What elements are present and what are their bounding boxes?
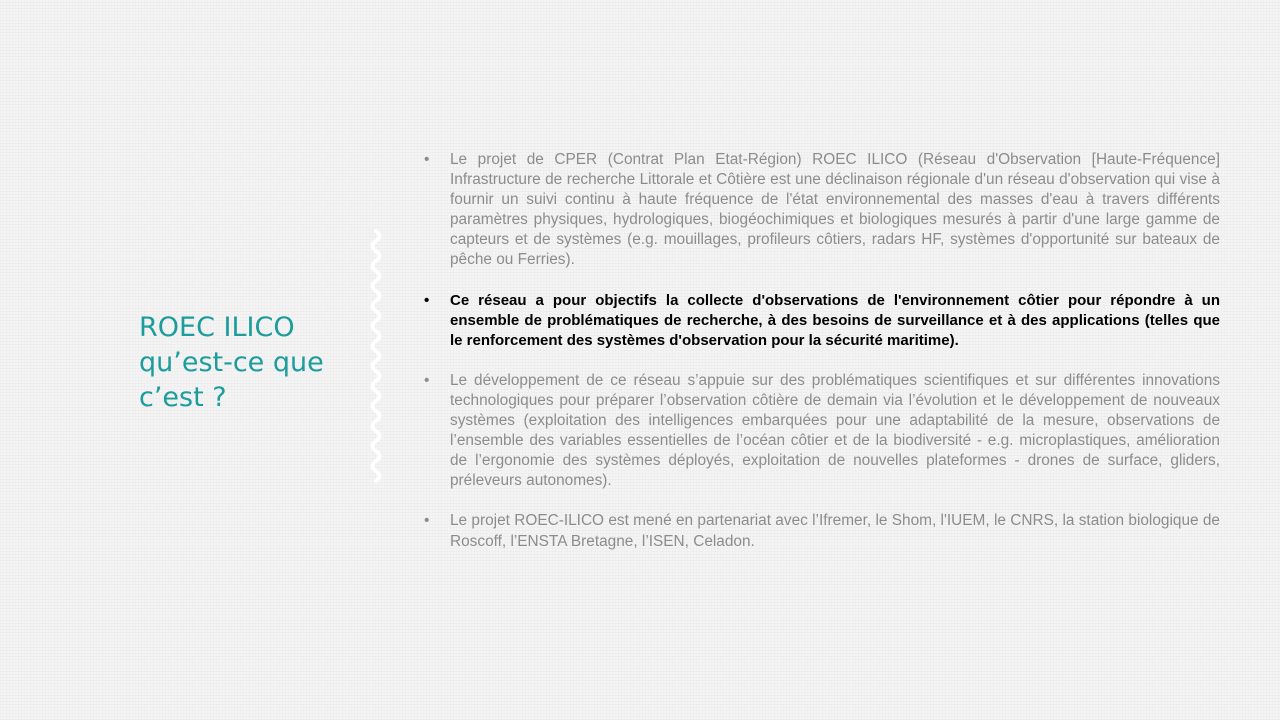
bullet-list bbox=[424, 150, 1220, 572]
slide-title-line-3: c’est ? bbox=[139, 382, 227, 413]
slide-title-line-1: ROEC ILICO bbox=[139, 312, 295, 343]
slide-title-line-2: qu’est-ce que bbox=[139, 347, 324, 378]
bullet-item-partners bbox=[424, 511, 1220, 551]
bullet-dot: • bbox=[424, 371, 430, 389]
bullet-text: Ce réseau a pour objectifs la collecte d'observations de l'environnement côtier pour répondre à un ensemble de problématiques de recherche, à des besoins de surveillance et à des applications (telles que le renforcement des systèmes d'observation pour la sécurité maritime). bbox=[450, 291, 1220, 349]
wavy-divider bbox=[366, 228, 386, 486]
bullet-item-objectives bbox=[424, 291, 1220, 351]
bullet-text: Le projet ROEC-ILICO est mené en partenariat avec l’Ifremer, le Shom, l'IUEM, le CNRS, la station biologique de Roscoff, l’ENSTA Bretagne, l’ISEN, Celadon. bbox=[450, 512, 1220, 550]
bullet-item-project bbox=[424, 150, 1220, 271]
bullet-dot: • bbox=[424, 151, 430, 168]
bullet-dot: • bbox=[424, 512, 430, 530]
bullet-text: Le développement de ce réseau s’appuie sur des problématiques scientifiques et sur différentes innovations technologiques pour préparer l’observation côtière de demain via l’évolution et le développement de nouveaux systèmes (exploitation des intelligences embarquées pour une adaptabilité de la mesure, observations de l’ensemble des variables essentielles de l’océan côtier et de la biodiversité - e.g. microplastiques, amélioration de l’ergonomie des systèmes déployés, exploitation de nouvelles plateformes - drones de surface, gliders, préleveurs autonomes). bbox=[450, 371, 1220, 490]
slide-title bbox=[139, 310, 359, 415]
bullet-text: Le projet de CPER (Contrat Plan Etat-Région) ROEC ILICO (Réseau d'Observation [Haute-Fréquence] Infrastructure de recherche Littorale et Côtière est une déclinaison régionale d'un réseau d'observation qui vise à fournir un suivi continu à haute fréquence de l'état environnemental des masses d'eau à travers différents paramètres physiques, hydrologiques, biogéochimiques et biologiques mesurés à partir d'une large gamme de capteurs et de systèmes (e.g. mouillages, profileurs côtiers, radars HF, systèmes d'opportunité sur bateaux de pêche ou Ferries). bbox=[450, 151, 1220, 269]
bullet-dot: • bbox=[424, 291, 430, 309]
bullet-item-development bbox=[424, 371, 1220, 492]
